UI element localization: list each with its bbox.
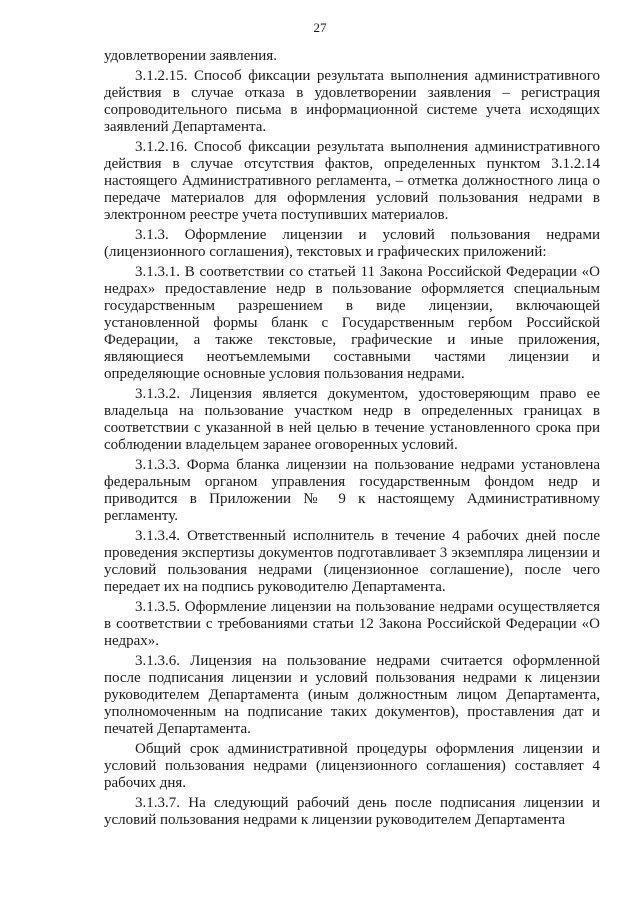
- paragraph-3-1-3-7: 3.1.3.7. На следующий рабочий день после подписания лицензии и условий пользования недрами к лицензии руководителем Департамента: [104, 795, 600, 828]
- paragraph-3-1-2-15: 3.1.2.15. Способ фиксации результата выполнения административного действия в случае отказа в удовлетворении заявления – регистрация сопроводительного письма в информационной системе учета исходящих заявлений Департамента.: [104, 68, 600, 135]
- document-body: [104, 48, 600, 832]
- paragraph-3-1-3: 3.1.3. Оформление лицензии и условий пользования недрами (лицензионного соглашения), текстовых и графических приложений:: [104, 227, 600, 260]
- paragraph-3-1-3-1: 3.1.3.1. В соответствии со статьей 11 Закона Российской Федерации «О недрах» предоставление недр в пользование оформляется специальным государственным разрешением в виде лицензии, включающей установленной формы бланк с Государственным гербом Российской Федерации, а также текстовые, графические и иные приложения, являющиеся неотъемлемыми составными частями лицензии и определяющие основные условия пользования недрами.: [104, 264, 600, 382]
- paragraph-3-1-3-2: 3.1.3.2. Лицензия является документом, удостоверяющим право ее владельца на пользование участком недр в определенных границах в соответствии с указанной в ней целью в течение установленного срока при соблюдении владельцем заранее оговоренных условий.: [104, 386, 600, 453]
- paragraph-3-1-2-16: 3.1.2.16. Способ фиксации результата выполнения административного действия в случае отсутствия фактов, определенных пунктом 3.1.2.14 настоящего Административного регламента, – отметка должностного лица о передаче материалов для оформления условий пользования недрами в электронном реестре учета поступивших материалов.: [104, 139, 600, 223]
- paragraph-total-term: Общий срок административной процедуры оформления лицензии и условий пользования недрами (лицензионного соглашения) составляет 4 рабочих дня.: [104, 741, 600, 791]
- paragraph-3-1-3-5: 3.1.3.5. Оформление лицензии на пользование недрами осуществляется в соответствии с требованиями статьи 12 Закона Российской Федерации «О недрах».: [104, 599, 600, 649]
- paragraph-3-1-3-3: 3.1.3.3. Форма бланка лицензии на пользование недрами установлена федеральным органом управления государственным фондом недр и приводится в Приложении № 9 к настоящему Административному регламенту.: [104, 457, 600, 524]
- paragraph-3-1-3-4: 3.1.3.4. Ответственный исполнитель в течение 4 рабочих дней после проведения экспертизы документов подготавливает 3 экземпляра лицензии и условий пользования недрами (лицензионное соглашение), после чего передает их на подпись руководителю Департамента.: [104, 528, 600, 595]
- page-number: 27: [313, 20, 327, 35]
- paragraph-3-1-3-6: 3.1.3.6. Лицензия на пользование недрами считается оформленной после подписания лицензии и условий пользования недрами к лицензии руководителем Департамента (иным должностным лицом Департамента, уполномоченным на подписание таких документов), проставления дат и печатей Департамента.: [104, 653, 600, 737]
- paragraph-continuation: удовлетворении заявления.: [104, 48, 277, 64]
